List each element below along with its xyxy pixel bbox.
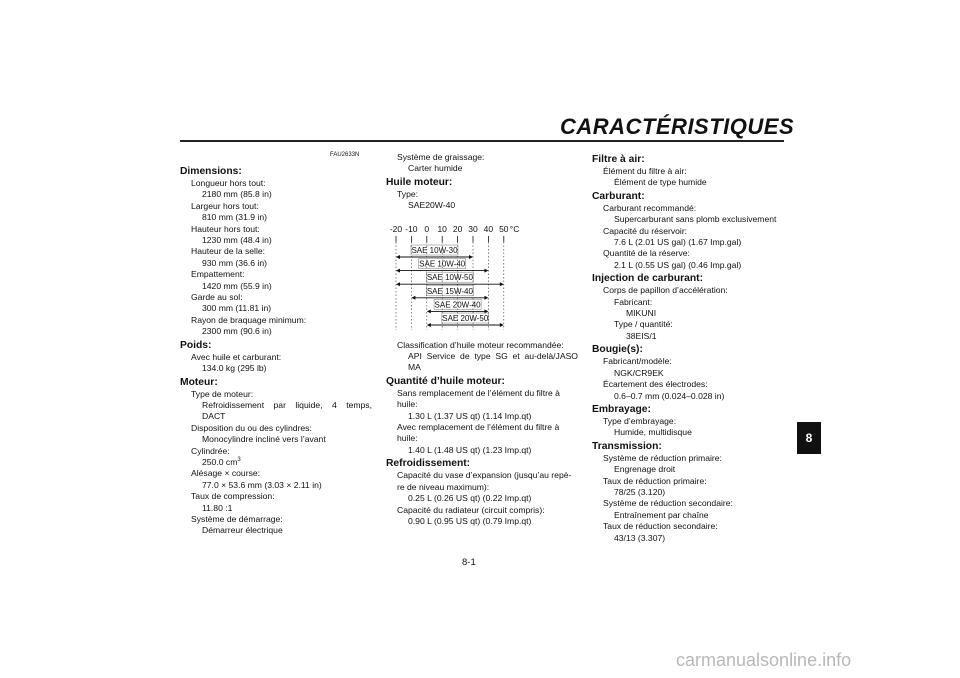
spec-label: Disposition du ou des cylindres: <box>191 422 312 433</box>
spec-label: Empattement: <box>191 269 245 280</box>
oil-quantity-heading: Quantité d’huile moteur: <box>386 375 505 387</box>
cooling-heading: Refroidissement: <box>386 458 471 470</box>
spec-value: 1.40 L (1.48 US qt) (1.23 Imp.qt) <box>408 444 532 455</box>
clutch-heading: Embrayage: <box>592 403 651 415</box>
arrow-right-icon <box>484 269 488 273</box>
spec-label: Corps de papillon d’accélération: <box>603 285 728 296</box>
spec-label: Fabricant: <box>614 296 653 307</box>
oil-grade-label: SAE 20W-40 <box>434 300 481 310</box>
spec-value: 300 mm (11.81 in) <box>202 303 272 314</box>
spec-label: Système de démarrage: <box>191 513 283 524</box>
spec-value: 1.30 L (1.37 US qt) (1.14 Imp.qt) <box>408 410 532 421</box>
spec-label: Taux de compression: <box>191 491 275 502</box>
spec-label: huile: <box>397 433 418 444</box>
arrow-left-icon <box>427 309 431 313</box>
spec-label: Rayon de braquage minimum: <box>191 314 307 325</box>
temperature-tick-label: 40 <box>483 224 494 234</box>
spec-label: Type de moteur: <box>191 388 254 399</box>
spec-value: SAE20W-40 <box>408 200 456 211</box>
spec-label: re de niveau maximum): <box>397 481 490 492</box>
spec-value: DACT <box>202 411 226 422</box>
spec-value: 2.1 L (0.55 US gal) (0.46 Imp.gal) <box>614 259 742 270</box>
temperature-tick-label: 30 <box>468 224 478 234</box>
column-left <box>180 164 372 537</box>
arrow-left-icon <box>396 282 400 286</box>
spec-value: 134.0 kg (295 lb) <box>202 363 267 374</box>
oil-grade-label: SAE 10W-30 <box>411 246 458 255</box>
spec-label: huile: <box>397 399 418 410</box>
column-right <box>592 152 788 544</box>
spec-label: Classification d’huile moteur recommandée: <box>397 339 564 350</box>
spec-value: NGK/CR9EK <box>614 367 664 378</box>
spec-label: Longueur hors tout: <box>191 178 266 188</box>
spec-value: 1420 mm (55.9 in) <box>202 280 272 291</box>
spec-label: Sans remplacement de l’élément du filtre à <box>397 387 560 398</box>
watermark: carmanualsonline.info <box>676 650 852 670</box>
oil-grade-label: SAE 10W-50 <box>426 273 473 283</box>
spec-value: 78/25 (3.120) <box>614 486 666 497</box>
spec-value: Engrenage droit <box>614 464 676 475</box>
spec-label: Taux de réduction secondaire: <box>603 521 718 532</box>
arrow-right-icon <box>500 323 504 327</box>
arrow-left-icon <box>427 323 431 327</box>
fuel-heading: Carburant: <box>592 190 645 202</box>
arrow-left-icon <box>396 269 400 273</box>
transmission-heading: Transmission: <box>592 440 662 452</box>
spec-value: Entraînement par chaîne <box>614 509 709 520</box>
weight-heading: Poids: <box>180 339 212 351</box>
title-rule <box>180 140 784 142</box>
spec-label: Système de réduction secondaire: <box>603 498 733 509</box>
air-filter-heading: Filtre à air: <box>592 154 645 165</box>
page-number: 8-1 <box>462 557 476 568</box>
chapter-tab: 8 <box>797 422 821 454</box>
spec-label: Cylindrée: <box>191 445 230 456</box>
spec-value: 930 mm (36.6 in) <box>202 257 267 268</box>
arrow-right-icon <box>469 255 473 259</box>
column-middle <box>386 152 578 527</box>
spec-label: Avec remplacement de l’élément du filtre à <box>397 422 560 433</box>
spec-value: 0.6–0.7 mm (0.024–0.028 in) <box>614 390 725 401</box>
oil-grade-label: SAE 10W-40 <box>419 259 466 269</box>
spec-label: Élément du filtre à air: <box>603 166 687 176</box>
oil-viscosity-chart <box>386 222 546 334</box>
spec-label: Système de réduction primaire: <box>603 452 722 463</box>
spec-value: Supercarburant sans plomb exclusivement <box>614 214 777 225</box>
temperature-tick-label: 10 <box>437 224 447 234</box>
spec-value: 2300 mm (90.6 in) <box>202 326 272 337</box>
spec-value: Élément de type humide <box>614 177 707 188</box>
spec-value: 810 mm (31.9 in) <box>202 212 267 223</box>
spec-label: Garde au sol: <box>191 292 243 303</box>
spec-label: Carburant recommandé: <box>603 202 697 213</box>
arrow-left-icon <box>411 296 415 300</box>
spec-value: 2180 mm (85.8 in) <box>202 189 272 200</box>
spec-value: 1230 mm (48.4 in) <box>202 235 272 246</box>
spec-value: 7.6 L (2.01 US gal) (1.67 Imp.gal) <box>614 237 742 248</box>
spec-value: 38EIS/1 <box>626 330 657 341</box>
spec-value: Monocylindre incliné vers l’avant <box>202 434 326 445</box>
temperature-tick-label: 0 <box>424 224 430 234</box>
section-code: FAU2633N <box>330 152 360 158</box>
fuel-injection-heading: Injection de carburant: <box>592 273 703 285</box>
spec-label: Taux de réduction primaire: <box>603 475 707 486</box>
displacement-value: 250.0 cm <box>202 456 238 467</box>
temperature-tick-label: -20 <box>389 224 403 234</box>
temperature-tick-label: 50 <box>499 224 509 234</box>
spec-value: Humide, multidisque <box>614 427 692 438</box>
oil-grade-label: SAE 15W-40 <box>426 286 473 296</box>
spec-value: 0.25 L (0.26 US qt) (0.22 Imp.qt) <box>408 493 532 504</box>
spec-label: Type / quantité: <box>614 319 673 330</box>
temperature-tick-label: -10 <box>405 224 418 234</box>
arrow-left-icon <box>396 255 400 259</box>
engine-oil-heading: Huile moteur: <box>386 176 453 188</box>
spec-label: Hauteur de la selle: <box>191 246 266 257</box>
page-title: CARACTÉRISTIQUES <box>560 114 795 139</box>
spec-value: 11.80 :1 <box>202 502 233 513</box>
spec-value: Démarreur électrique <box>202 525 283 536</box>
spec-label: Capacité du radiateur (circuit compris): <box>397 504 545 515</box>
arrow-right-icon <box>484 296 488 300</box>
spec-label: Hauteur hors tout: <box>191 223 260 234</box>
spec-value: 43/13 (3.307) <box>614 532 666 543</box>
spec-value: Refroidissement par liquide, 4 temps, <box>202 399 372 410</box>
spec-label: Capacité du réservoir: <box>603 225 688 236</box>
spec-label: Type d’embrayage: <box>603 415 677 426</box>
oil-grade-label: SAE 20W-50 <box>442 314 489 323</box>
spec-value: 77.0 × 53.6 mm (3.03 × 2.11 in) <box>202 479 322 490</box>
engine-heading: Moteur: <box>180 376 218 388</box>
spec-value: 0.90 L (0.95 US qt) (0.79 Imp.qt) <box>408 515 532 526</box>
arrow-right-icon <box>500 282 504 286</box>
spec-label: Fabricant/modèle: <box>603 356 672 367</box>
spec-label: Alésage × course: <box>191 468 261 479</box>
spec-label: Quantité de la réserve: <box>603 248 690 259</box>
spec-value-displacement <box>180 457 372 468</box>
spec-label: Système de graissage: <box>397 152 485 162</box>
spec-value: Carter humide <box>408 163 463 174</box>
temperature-tick-label: 20 <box>452 224 463 234</box>
spark-plug-heading: Bougie(s): <box>592 344 643 356</box>
spec-label: Écartement des électrodes: <box>603 379 708 390</box>
dimensions-heading: Dimensions: <box>180 166 242 177</box>
spec-label: Capacité du vase d’expansion (jusqu’au repè- <box>397 470 572 481</box>
spec-value: MIKUNI <box>626 308 657 319</box>
spec-label: Type: <box>397 188 419 199</box>
spec-label: Avec huile et carburant: <box>191 351 282 362</box>
temperature-unit: °C <box>509 224 520 234</box>
displacement-superscript: 3 <box>237 457 241 464</box>
spec-value: MA <box>408 362 421 373</box>
spec-value: API Service de type SG et au-delà/JASO <box>408 351 578 362</box>
spec-label: Largeur hors tout: <box>191 200 259 211</box>
